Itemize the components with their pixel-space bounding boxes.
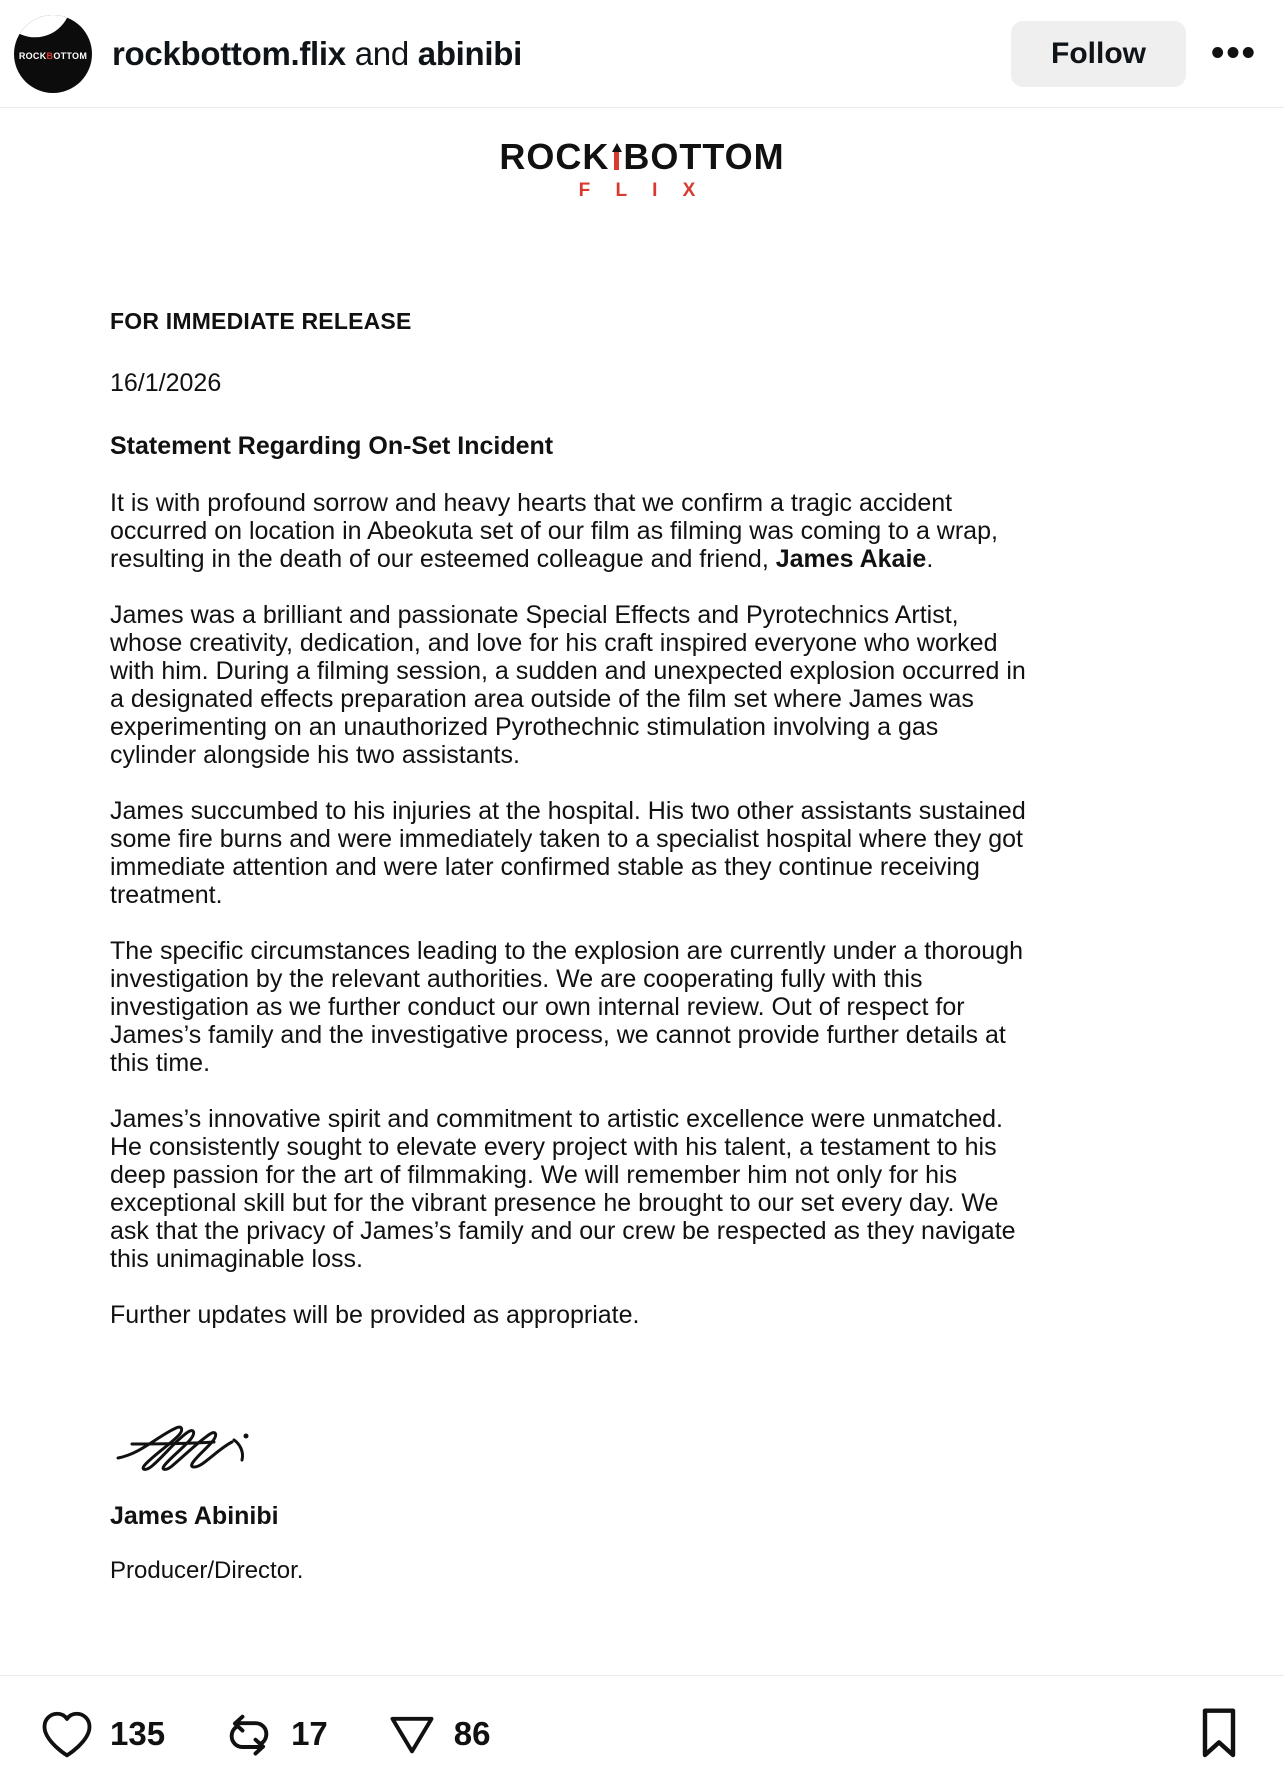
logo-word-right: BOTTOM — [623, 136, 785, 177]
handwritten-signature-icon — [110, 1414, 310, 1480]
signatory-name: James Abinibi — [110, 1502, 279, 1530]
paragraph-4: The specific circumstances leading to the explosion are currently under a thorough investigation by the relevant authorities. We are cooperating fully with this investigation as we further conduct our own internal review. Out of respect for James’s family and the investigative process, we cannot provide further details at this time. — [110, 937, 1024, 1077]
avatar-swoosh — [14, 15, 78, 44]
like-count: 135 — [110, 1714, 166, 1752]
ellipsis-icon[interactable] — [1208, 28, 1260, 80]
press-release-document — [0, 108, 1284, 1674]
highlighted-name: James Akaie — [775, 545, 927, 573]
repost-button[interactable] — [223, 1709, 328, 1759]
paragraph-5: James’s innovative spirit and commitment to artistic excellence were unmatched. He consistently sought to elevate every project with his talent, a testament to his deep passion for the art of filmmaking. We will remember him not only for his exceptional skill but for the vibrant presence he brought to our set every day. We ask that the privacy of James’s family and our crew be respected as they navigate this unimaginable loss. — [110, 1105, 1016, 1273]
signature-block — [110, 1414, 1174, 1585]
ellipsis-glyph: ••• — [1211, 32, 1257, 74]
heart-icon — [40, 1709, 94, 1759]
logo-word-left: ROCK — [499, 136, 610, 177]
bookmark-icon — [1194, 1706, 1244, 1762]
signature-image — [110, 1414, 350, 1484]
paragraph-2: James was a brilliant and passionate Special Effects and Pyrotechnics Artist, whose creativity, dedication, and love for his craft inspired everyone who worked with him. During a filming session, a sudden and unexpected explosion occurred in a designated effects preparation area outside of the film set where James was experimenting on an unauthorized Pyrothechnic stimulation involving a gas cylinder alongside his two assistants. — [110, 601, 1026, 769]
account-handles[interactable] — [112, 35, 522, 73]
paragraph-3: James succumbed to his injuries at the hospital. His two other assistants sustained some fire burns and were immediately taken to a specialist hospital where they got immediate attention and were later confirmed stable as they continue receiving treatment. — [110, 797, 1026, 909]
repost-count: 17 — [291, 1714, 328, 1752]
post-header — [0, 0, 1284, 108]
like-button[interactable] — [40, 1709, 165, 1759]
paragraph-6: Further updates will be provided as appropriate. — [110, 1301, 640, 1329]
follow-button[interactable]: Follow — [1011, 21, 1186, 87]
signatory-role: Producer/Director. — [110, 1557, 304, 1584]
account-conjunction: and — [345, 34, 418, 72]
brand-logo — [0, 108, 1284, 201]
account-secondary[interactable]: abinibi — [417, 34, 522, 72]
release-subject: Statement Regarding On-Set Incident — [110, 432, 554, 460]
paragraph-1: It is with profound sorrow and heavy hearts that we confirm a tragic accident occurred on location in Abeokuta set of our film as filming was coming to a wrap, resulting in the death of our esteemed colleague and friend, James Akaie. — [110, 489, 998, 573]
logo-subtitle: F L I X — [578, 180, 706, 201]
account-primary[interactable]: rockbottom.flix — [112, 34, 346, 72]
document-body — [0, 308, 1284, 1585]
reply-count: 86 — [453, 1714, 491, 1752]
logo-wordmark — [499, 136, 784, 178]
bookmark-button[interactable] — [1194, 1706, 1244, 1762]
reply-button[interactable] — [386, 1709, 491, 1759]
avatar[interactable] — [14, 15, 92, 93]
release-date: 16/1/2026 — [110, 369, 222, 397]
avatar-label: ROCKBOTTOM — [18, 50, 88, 61]
repost-icon — [223, 1709, 275, 1759]
post-actions — [0, 1675, 1284, 1791]
reply-icon — [386, 1709, 438, 1759]
release-line: FOR IMMEDIATE RELEASE — [110, 308, 412, 334]
